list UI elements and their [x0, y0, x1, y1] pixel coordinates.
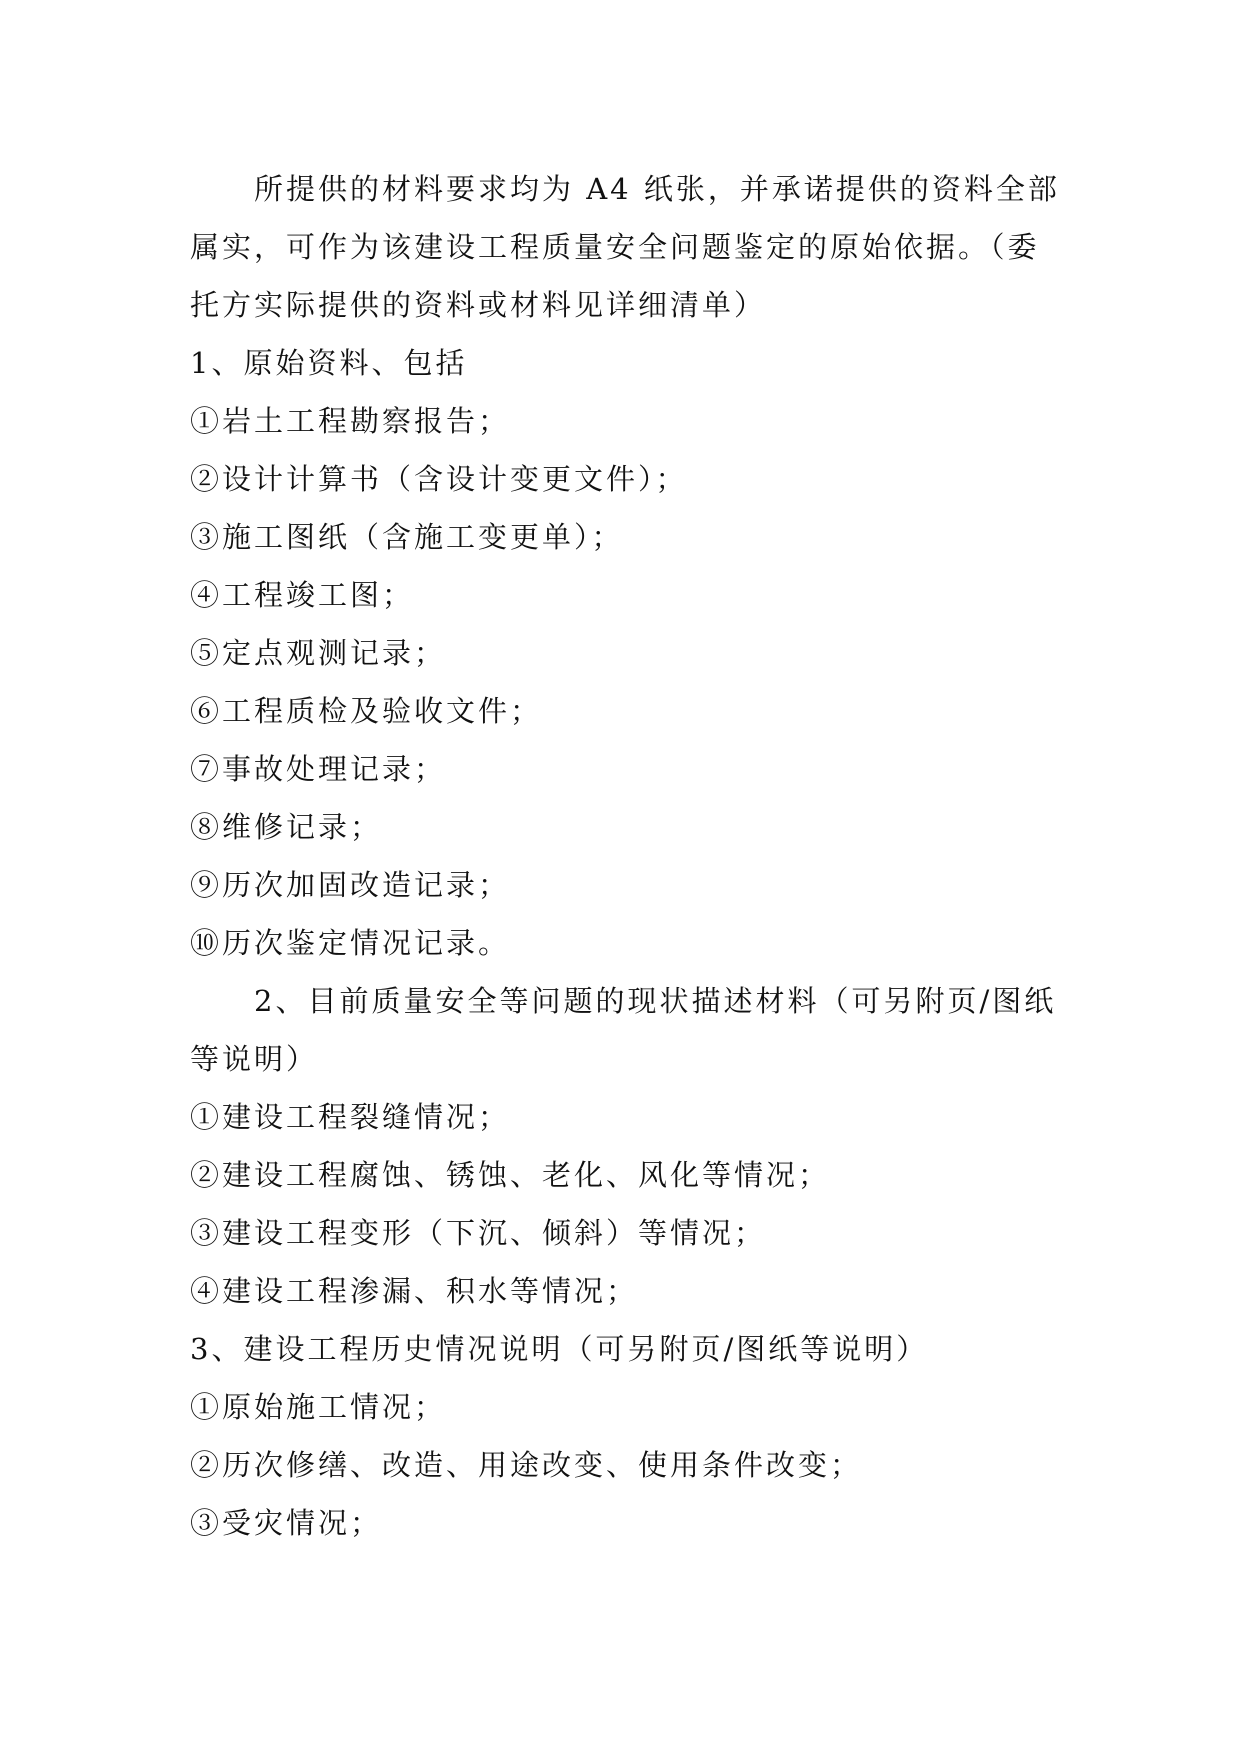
document-body — [190, 160, 1060, 1552]
list-item: ③施工图纸（含施工变更单）； — [190, 520, 624, 554]
list-item: ②设计计算书（含设计变更文件）； — [190, 462, 688, 496]
intro-paragraph: 所提供的材料要求均为 A4 纸张，并承诺提供的资料全部属实，可作为该建设工程质量安全问题鉴定的原始依据。（委托方实际提供的资料或材料见详细清单） — [190, 172, 1060, 322]
list-item: ③受灾情况； — [190, 1506, 383, 1540]
section-1-heading: 1、原始资料、包括 — [190, 346, 468, 380]
list-item: ④工程竣工图； — [190, 578, 415, 612]
list-item: ①岩土工程勘察报告； — [190, 404, 511, 438]
list-item: ⑩历次鉴定情况记录。 — [190, 926, 511, 960]
list-item: ③建设工程变形（下沉、倾斜）等情况； — [190, 1216, 767, 1250]
list-item: ②建设工程腐蚀、锈蚀、老化、风化等情况； — [190, 1158, 831, 1192]
list-item: ⑥工程质检及验收文件； — [190, 694, 543, 728]
section-2-heading: 2、目前质量安全等问题的现状描述材料（可另附页/图纸等说明） — [190, 984, 1057, 1076]
list-item: ①原始施工情况； — [190, 1390, 447, 1424]
list-item: ⑧维修记录； — [190, 810, 383, 844]
section-3-heading: 3、建设工程历史情况说明（可另附页/图纸等说明） — [190, 1332, 929, 1366]
list-item: ⑦事故处理记录； — [190, 752, 447, 786]
list-item: ④建设工程渗漏、积水等情况； — [190, 1274, 639, 1308]
list-item: ⑨历次加固改造记录； — [190, 868, 511, 902]
list-item: ②历次修缮、改造、用途改变、使用条件改变； — [190, 1448, 863, 1482]
list-item: ①建设工程裂缝情况； — [190, 1100, 511, 1134]
list-item: ⑤定点观测记录； — [190, 636, 447, 670]
